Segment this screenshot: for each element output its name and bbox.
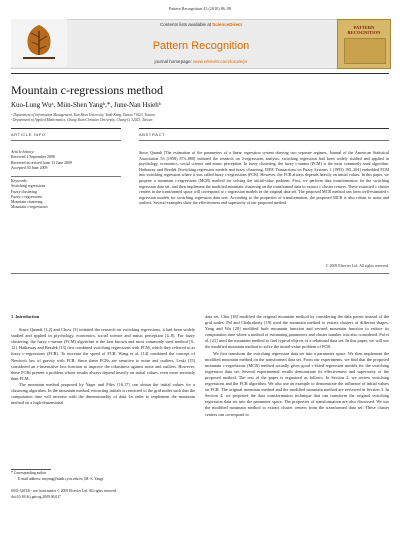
homepage-link[interactable]: www.elsevier.com/locate/pr [193,59,248,64]
keyword-item: Switching regressions [11,184,46,189]
footnote-corresponding: * Corresponding author. [11,471,47,475]
abstract-body [139,150,389,206]
journal-cover-image [337,19,391,69]
section-heading: 1. Introduction [11,314,40,319]
journal-homepage [12,59,390,64]
affiliation-a: ᵃ Department of Information Management, Kun Shan University, Yunk-Kang, Tainan 71023, Taiwan [11,113,155,117]
cover-pattern [344,38,386,64]
journal-reference: Pattern Recognition 43 (2010) 86–98 [168,6,232,11]
keyword-item: Fuzzy clustering [11,189,37,194]
keyword-item: Mountain c-regressions [11,205,48,210]
article-info-heading: ARTICLE INFO [11,132,46,137]
footnote-email: E-mail address: msyang@math.cycu.edu.tw (M.-S. Yang). [18,477,105,481]
contents-prefix: Contents lists available at [159,22,211,27]
keyword-item: Fuzzy c-regressions [11,194,43,199]
abstract-heading: ABSTRACT [139,132,166,137]
journal-banner [11,19,391,69]
header-rule [11,73,389,74]
article-authors: Kuo-Lung Wuᵃ, Miin-Shen Yangᵇ,*, June-Nan Hsiehᵇ [11,101,161,109]
history-label: Article history: [11,150,35,154]
keywords-block [11,179,121,211]
history-accepted: Accepted 30 June 2009 [11,165,48,170]
elsevier-logo-icon [11,19,67,67]
copyright-line: © 2009 Elsevier Ltd. All rights reserved. [325,264,389,268]
intro-paragraph: data set, Chiu [18] modified the original mountain method by considering the data points instead of the grid nodes. Pal and Chakraborty [19] used the mountain method to extract clusters of different shapes. Yang and Wu [20] modified both mountain function and revised mountain function to reduce its computation time where a method of estimating parameters and cluster number was also considered. Pal et al. [21] used the mountain method to find typical objects of a relational data set. In this paper, we will use the modified mountain method to solve the initial-value problem of FCR. [205,314,389,350]
intro-right-column [205,314,389,418]
journal-name: Pattern Recognition [152,40,250,52]
article-title: Mountain c-regressions method [11,83,163,97]
abstract-rule [139,128,389,129]
intro-left-column [11,314,195,406]
article-info [11,150,121,171]
intro-paragraph: The mountain method proposed by Yager and Filev [16,17] can obtain the initial values for a clustering algorithm. In the mountain method, extracting initials is restricted to the grid nodes such that the computation time will increase with the dimensionality of data. In order to implement the mountain method on a high-dimensional [11,381,195,406]
keyword-item: Mountain clustering [11,200,43,205]
abstract-text: Since Quandt [The estimation of the parameters of a linear regression system obeying two separate regimes, Journal of the American Statistical Association 53 (1958) 873–880] initiated the research on 2-regressions analysis, switching regression had been widely studied and applied in psychology, economics, social science and music perception. In fuzzy clustering, the fuzzy c-means (FCM) is the most commonly used algorithm. Hathaway and Bezdek [Switching regression models and fuzzy clustering, IEEE Transactions on Fuzzy Systems 1 (1993) 195–204] embedded FCM into switching regression where it was called fuzzy c-regressions (FCR). However, the FCR always depends heavily on initial values. In this paper, we propose a mountain c-regressions (MCR) method for solving the initial-value problem. First, we perform data transformation for the switching regression data set, and then implement the modified mountain clustering on the transformed data to extract c cluster centers. These extracted c cluster centers in the transformed space will correspond to c regression models in the original data set. The proposed MCR method can form well-estimated c regression models for switching regression data sets. According to the properties of transformation, the proposed MCR is also robust to noise and outliers. Several examples show the effectiveness and superiority of our proposed method. [139,150,389,206]
footnote-doi: doi:10.1016/j.patcog.2009.06.017 [11,495,61,499]
footnote-issn: 0031-3203/$ - see front matter © 2009 Elsevier Ltd. All rights reserved. [11,489,118,493]
history-received: Received 2 September 2008 [11,155,55,160]
homepage-prefix: journal homepage: [154,59,192,64]
keywords-label: Keywords: [11,179,28,183]
sciencedirect-link[interactable]: ScienceDirect [212,22,243,27]
cover-title: PATTERN RECOGNITION [347,25,381,35]
info-rule [11,128,121,129]
intro-paragraph: We first transform the switching regression data set into a parameter space. We then implement the modified mountain method on the transformed data set. From our experiments, we find that the proposed mountain c-regressions (MCR) method actually gives good c-fitted regression models for the switching regression data set. Several experimental results demonstrate its effectiveness and superiority of the proposed method. The rest of the paper is organized as follows. In Section 2, we review switching regressions and the FCR algorithm. We also use an example to demonstrate the influence of initial values on FCR. The original mountain method and the modified mountain method are reviewed in Section 3. In Section 4, we proposed the data transformation technique that can transform the original switching regression data set into the parameter space. The properties of transformation are also discussed. We use the modified mountain method to extract cluster centers from the transformed data set. These cluster centers can correspond to [205,350,389,417]
contents-availability [12,22,390,27]
affiliation-b: ᵇ Department of Applied Mathematics, Chung Yuan Christian University, Chung-Li 32023, Taiwan [11,118,153,122]
history-revised: Received in revised form 13 June 2009 [11,160,72,165]
intro-paragraph: Since Quandt [1,2] and Chow [3] initiated the research on switching regressions, it had been widely studied and applied in psychology, economics, social science and music perception [4–8]. For fuzzy clustering, the fuzzy c-means (FCM) algorithm is the best known and most commonly used method [9–12]. Hathaway and Bezdek [13] first combined switching regressions with FCM, which they referred to as fuzzy c-regressions (FCR). To increase the speed of FCR, Wang et al. [14] combined the concept of Newton's law of gravity with FCR. Since these FCRs are sensitive to noise and outliers, Leski [15] considered an ε-insensitive loss function to improve the robustness against noise and outliers. However, these FCRs present a problem whose results always depend heavily on initial values, even more seriously than FCM. [11,327,195,381]
